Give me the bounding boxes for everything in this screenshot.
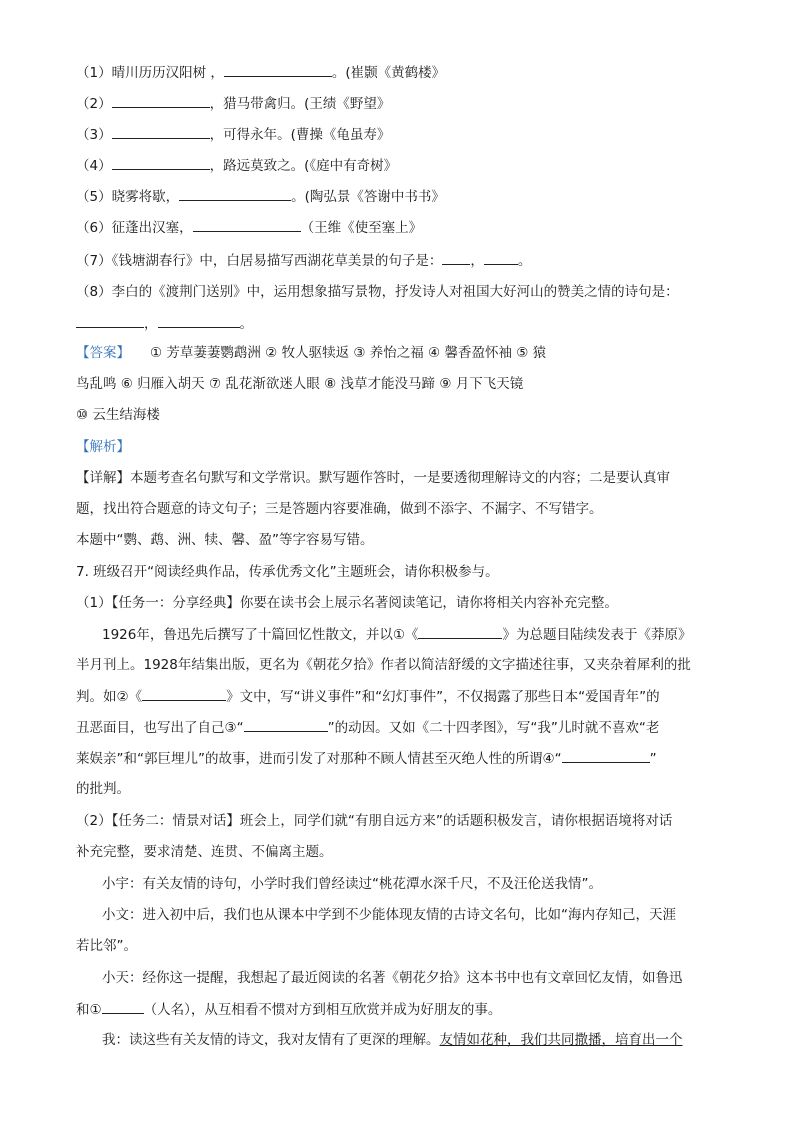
question-text: （3）: [76, 127, 112, 143]
question-text: （1）晴川历历汉阳树 ，: [76, 65, 224, 81]
dialogue-line: 小宇：有关友情的诗句，小学时我们曾经读过“桃花潭水深千尺，不及汪伦送我情”。: [102, 876, 602, 892]
dialogue-line: 小文：进入初中后，我们也从课本中学到不少能体现友情的古诗文名句，比如“海内存知己，天涯: [102, 907, 676, 923]
question-text: （6）征蓬出汉塞，: [76, 220, 193, 236]
question-line: [76, 313, 253, 334]
question-source: ，路远莫致之。(《庭中有奇树》: [209, 158, 398, 174]
answer-blank[interactable]: [158, 313, 240, 328]
answer-blank[interactable]: [76, 313, 144, 328]
answer-blank[interactable]: [142, 686, 226, 701]
analysis-line: 题，找出符合题意的诗文句子；三是答题内容要准确，做到不添字、不漏字、不写错字。: [76, 501, 603, 517]
passage-line: [76, 686, 660, 707]
passage-line: [76, 748, 657, 769]
passage-text: 》为总题目陆续发表于《莽原》: [502, 627, 692, 643]
dialogue-line: 若比邻”。: [76, 938, 137, 954]
answer-blank[interactable]: [484, 250, 518, 265]
dialogue-line: [76, 999, 501, 1020]
question-line: [76, 250, 531, 271]
answer-line: [76, 343, 546, 363]
question-line: [76, 124, 390, 145]
answer-blank[interactable]: [179, 186, 291, 201]
answer-label: 【答案】: [76, 345, 130, 361]
analysis-label: 【解析】: [76, 439, 130, 455]
question-text: （5）晓雾将歇，: [76, 189, 180, 205]
answer-blank[interactable]: [112, 155, 210, 170]
passage-text: 判。如②《: [76, 689, 143, 705]
task-heading: 补充完整，要求清楚、连贯、不偏离主题。: [76, 844, 333, 860]
passage-text: ”的动因。又如《二十四孝图》，写“我”儿时就不喜欢“老: [327, 720, 660, 736]
analysis-line: 【详解】本题考查名句默写和文学常识。默写题作答时，一是要透彻理解诗文的内容；二是要认真审: [76, 470, 670, 486]
question-text: （7）《钱塘湖春行》中，白居易描写西湖花草美景的句子是：: [76, 253, 443, 269]
passage-text: ”: [649, 751, 657, 767]
answer-blank[interactable]: [102, 999, 144, 1014]
question-source: （王维《使至塞上》: [300, 220, 423, 236]
answer-line: ⑩ 云生结海楼: [76, 407, 160, 423]
question-line: [76, 93, 390, 114]
question-line: [76, 155, 397, 176]
question-source: ，可得永年。(曹操《龟虽寿》: [209, 127, 391, 143]
period: 。: [239, 316, 253, 332]
period: 。: [517, 253, 532, 269]
passage-text: 莱娱亲”和“郭巨埋儿”的故事，进而引发了对那种不顾人情甚至灭绝人性的所谓④“: [76, 751, 562, 767]
passage-text: 丑恶面目，也写出了自己③“: [76, 720, 244, 736]
separator: ，: [470, 253, 484, 269]
question-source: ，猎马带禽归。(王绩《野望》: [209, 96, 391, 112]
answer-line: 鸟乱鸣 ⑥ 归雁入胡天 ⑦ 乱花渐欲迷人眼 ⑧ 浅草才能没马蹄 ⑨ 月下飞天镜: [76, 376, 524, 392]
dialogue-line: [102, 1030, 683, 1050]
analysis-line: 本题中“鹦、鹉、洲、犊、馨、盈”等字容易写错。: [76, 532, 374, 548]
passage-text: 1926年，鲁迅先后撰写了十篇回忆性散文，并以①《: [102, 627, 419, 643]
passage-line: 半月刊上。1928年结集出版，更名为《朝花夕拾》作者以简洁舒缓的文字描述往事，又夹杂着犀利的批: [76, 657, 691, 673]
question-text: （4）: [76, 158, 112, 174]
question-line: [76, 186, 445, 207]
passage-line: [76, 717, 659, 738]
answer-blank[interactable]: [244, 717, 328, 732]
dialogue-text: （人名），从互相看不惯对方到相互欣赏并成为好朋友的事。: [143, 1002, 502, 1018]
answer-blank[interactable]: [224, 62, 332, 77]
question-text: （2）: [76, 96, 112, 112]
question-title: 7. 班级召开“阅读经典作品，传承优秀文化”主题班会，请你积极参与。: [76, 564, 499, 580]
question-line: [76, 62, 445, 83]
answer-blank[interactable]: [112, 124, 210, 139]
answer-blank[interactable]: [193, 217, 301, 232]
question-line: [76, 217, 422, 238]
task-heading: （1）【任务一：分享经典】你要在读书会上展示名著阅读笔记，请你将相关内容补充完整。: [76, 595, 618, 611]
question-source: 。(崔颢《黄鹤楼》: [331, 65, 446, 81]
question-source: 。(陶弘景《答谢中书书》: [291, 189, 445, 205]
passage-text: 》文中，写“讲义事件”和“幻灯事件”，不仅揭露了那些日本“爱国青年”的: [226, 689, 660, 705]
dialogue-text: 我：读这些有关友情的诗文，我对友情有了更深的理解。: [102, 1032, 440, 1048]
question-line: （8）李白的《渡荆门送别》中，运用想象描写景物，抒发诗人对祖国大好河山的赞美之情的诗句是：: [76, 284, 679, 300]
answer-blank[interactable]: [562, 748, 650, 763]
answer-text: ① 芳草萋萋鹦鹉洲 ② 牧人驱犊返 ③ 养怡之福 ④ 馨香盈怀袖 ⑤ 猿: [150, 345, 547, 361]
separator: ，: [144, 316, 158, 332]
passage-line: 的批判。: [76, 781, 130, 797]
answer-blank[interactable]: [442, 250, 470, 265]
dialogue-text: 和①: [76, 1002, 102, 1018]
underlined-text: 友情如花种，我们共同撒播，培育出一个: [439, 1032, 683, 1048]
answer-blank[interactable]: [418, 624, 502, 639]
task-heading: （2）【任务二：情景对话】班会上，同学们就“有朋自远方来”的话题积极发言，请你根据语境将对话: [76, 813, 673, 829]
dialogue-line: 小天：经你这一提醒，我想起了最近阅读的名著《朝花夕拾》这本书中也有文章回忆友情，如鲁迅: [102, 970, 683, 986]
passage-line: [102, 624, 691, 645]
answer-blank[interactable]: [112, 93, 210, 108]
